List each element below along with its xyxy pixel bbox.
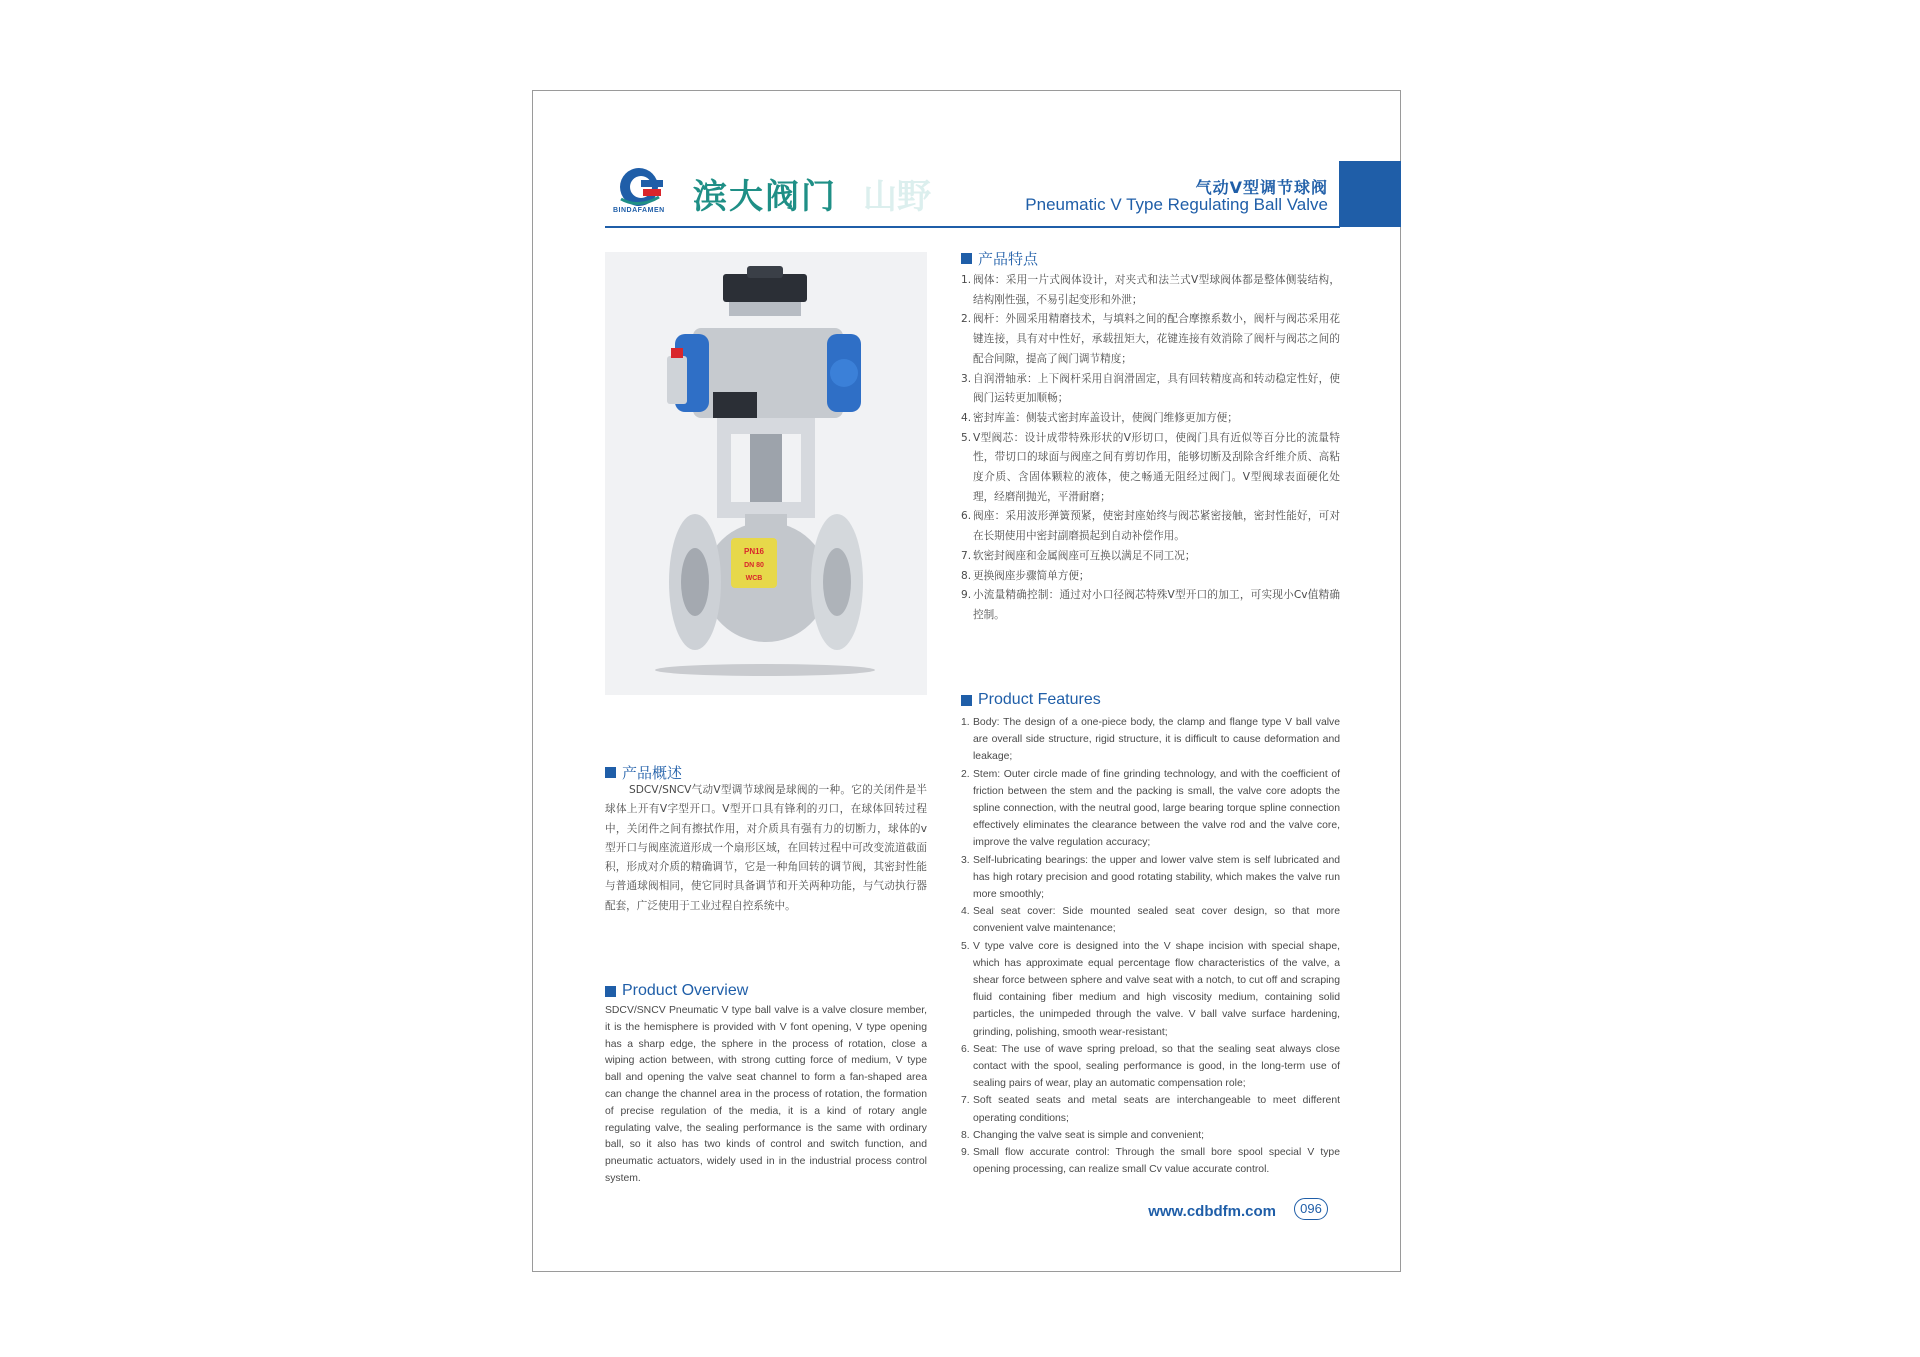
valve-illustration: [605, 252, 927, 695]
product-title-en: Pneumatic V Type Regulating Ball Valve: [1025, 195, 1328, 214]
nameplate-material: WCB: [745, 575, 763, 582]
features-en-heading: Product Features: [961, 691, 1101, 709]
list-item: 4. Seal seat cover: Side mounted sealed seat cover design, so that more convenient valve maintenance;: [961, 906, 1340, 935]
header-color-tab: [1339, 161, 1401, 227]
list-item: 6. Seat: The use of wave spring preload, so that the sealing seat always close contact with the spool, sealing performance is good, in the long-term use of sealing pairs of wear, play an automatic compensation role;: [961, 1043, 1340, 1090]
list-item: 1. Body: The design of a one-piece body, the clamp and flange type V ball valve are overall side structure, rigid structure, it is difficult to cause deformation and leakage;: [961, 717, 1340, 763]
brand-name-cn: 滨大阀门: [693, 177, 837, 217]
list-item: 1. 阀体：采用一片式阀体设计，对夹式和法兰式V型球阀体都是整体侧装结构，结构刚性强，不易引起变形和外泄；: [961, 274, 1340, 306]
list-item: 8. 更换阀座步骤简单方便；: [961, 569, 1090, 582]
list-item: 2. Stem: Outer circle made of fine grinding technology, and with the coefficient of friction between the stem and the packing is small, the valve core adopts the spline connection, with the neutral good, large bearing torque spline connection effectively eliminates the clearance between the valve rod and the valve core, improve the valve regulation accuracy;: [961, 768, 1340, 849]
features-en-list: [961, 714, 1340, 1178]
page-number: 096: [1294, 1198, 1328, 1220]
list-item: 9. Small flow accurate control: Through the small bore spool special V type opening processing, can realize small Cv value accurate control.: [961, 1147, 1340, 1176]
list-item: 7. 软密封阀座和金属阀座可互换以满足不同工况；: [961, 549, 1196, 562]
list-item: 3. Self-lubricating bearings: the upper and lower valve stem is self lubricated and has high rotary precision and good rotating stability, which makes the valve run more smoothly;: [961, 854, 1340, 901]
overview-cn-text: SDCV/SNCV气动V型调节球阀是球阀的一种。它的关闭件是半球体上开有V字型开口。V型开口具有锋利的刃口，在球体回转过程中，关闭件之间有擦拭作用，对介质具有强有力的切断力，球体的v型开口与阀座流道形成一个扇形区域，在回转过程中可改变流道截面积，形成对介质的精确调节，它是一种角回转的调节阀，其密封性能与普通球阀相同，使它同时具备调节和开关两种功能，与气动执行器配套，广泛使用于工业过程自控系统中。: [605, 784, 927, 912]
overview-en-heading: Product Overview: [605, 982, 748, 1000]
list-item: 4. 密封库盖：侧装式密封库盖设计，使阀门维修更加方便；: [961, 411, 1238, 424]
heading-square-icon: [605, 986, 616, 997]
list-item: 5. V型阀芯：设计成带特殊形状的V形切口，使阀门具有近似等百分比的流量特性，带切口的球面与阀座之间有剪切作用，能够切断及刮除含纤维介质、高粘度介质、含固体颗粒的液体，使之畅通无阻经过阀门。V型阀球表面硬化处理，经磨削抛光，平滑耐磨；: [961, 431, 1340, 503]
heading-square-icon: [961, 253, 972, 264]
product-photo: [605, 252, 927, 695]
heading-square-icon: [961, 695, 972, 706]
brand-watermark: 山野: [863, 177, 931, 217]
overview-cn-heading: 产品概述: [605, 762, 682, 783]
header-divider: [605, 226, 1340, 228]
list-item: 6. 阀座：采用波形弹簧预紧，使密封座始终与阀芯紧密接触，密封性能好，可对在长期使用中密封副磨损起到自动补偿作用。: [961, 510, 1340, 543]
list-item: 9. 小流量精确控制：通过对小口径阀芯特殊V型开口的加工，可实现小Cv值精确控制。: [961, 589, 1340, 621]
brochure-page: [532, 90, 1401, 1272]
nameplate-size: DN 80: [744, 562, 764, 569]
features-cn-list: [961, 271, 1340, 626]
nameplate-pressure: PN16: [743, 547, 765, 556]
heading-square-icon: [605, 767, 616, 778]
list-item: 3. 自润滑轴承：上下阀杆采用自润滑固定，具有回转精度高和转动稳定性好，使阀门运转更加顺畅；: [961, 372, 1340, 405]
website-url[interactable]: www.cdbdfm.com: [1148, 1203, 1276, 1220]
features-cn-heading: 产品特点: [961, 248, 1038, 269]
overview-en-text: SDCV/SNCV Pneumatic V type ball valve is a valve closure member, it is the hemisphere is provided with V font opening, V type opening has a sharp edge, the sphere in the process of rotation, close a wiping action between, with strong cutting force of medium, V type ball and opening the valve seat channel to form a fan-shaped area can change the channel area in the process of rotation, the formation of precise regulation of the media, it is a kind of rotary angle regulating valve, the sealing performance is the same with ordinary ball, so it also has two kinds of control and switch function, and pneumatic actuators, widely used in in the industrial process control system.: [605, 1005, 927, 1184]
product-title-cn: 气动V型调节球阀: [1195, 178, 1328, 197]
list-item: 7. Soft seated seats and metal seats are interchangeable to meet different operating conditions;: [961, 1095, 1340, 1124]
logo-subtitle: BINDAFAMEN: [613, 207, 665, 214]
list-item: 5. V type valve core is designed into the V shape incision with special shape, which has approximate equal percentage flow characteristics of the valve, a shear force between sphere and valve seat with a notch, to cut off and scraping fluid containing fiber medium and high viscosity medium, containing solid particles, the unimpeded through the valve. V ball valve surface hardening, grinding, polishing, smooth wear-resistant;: [961, 940, 1340, 1038]
list-item: 2. 阀杆：外圆采用精磨技术，与填料之间的配合摩擦系数小，阀杆与阀芯采用花键连接，具有对中性好，承载扭矩大，花键连接有效消除了阀杆与阀芯之间的配合间隙，提高了阀门调节精度；: [961, 313, 1340, 365]
list-item: 8. Changing the valve seat is simple and convenient;: [961, 1129, 1205, 1141]
